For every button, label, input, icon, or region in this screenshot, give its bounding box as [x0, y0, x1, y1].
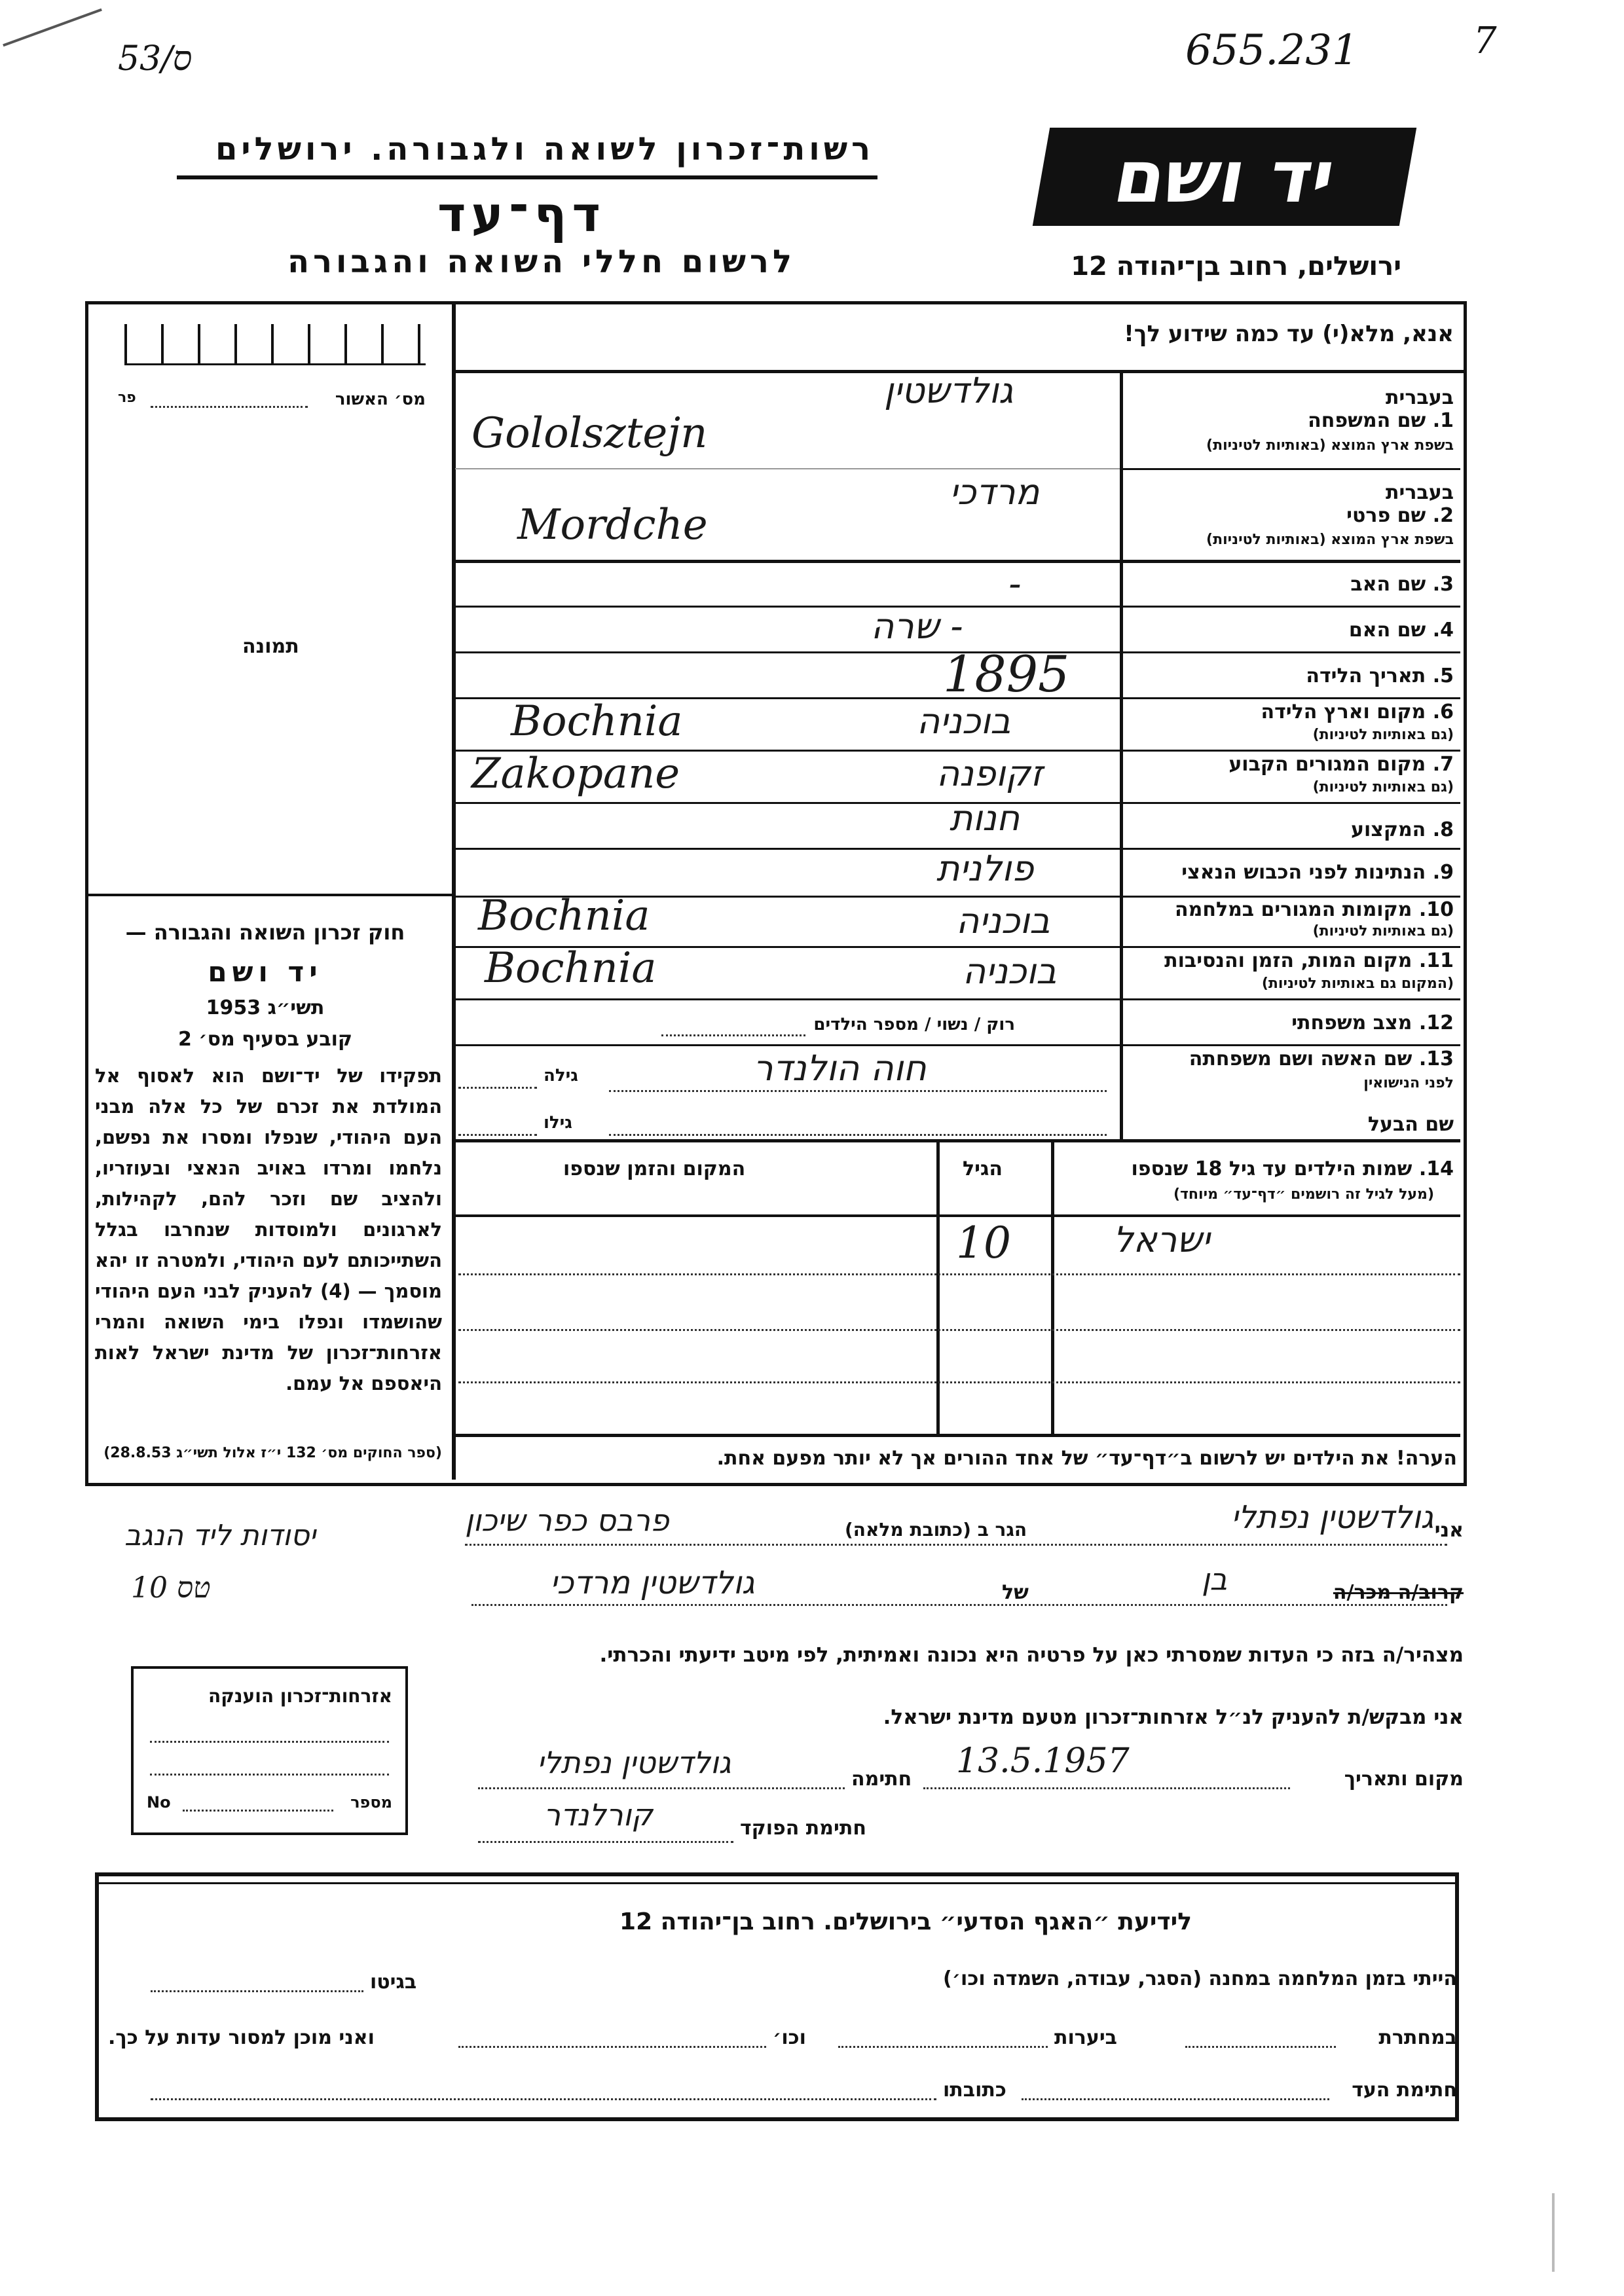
field-no: 3.: [1432, 573, 1454, 596]
first-name-heb: מרדכי: [950, 471, 1040, 513]
citizenship-number-label: מספר: [350, 1793, 392, 1812]
field-no: 13.: [1418, 1048, 1454, 1070]
signature: גולדשטין נפתלי: [537, 1745, 731, 1780]
note: הערה! את הילדים יש לרשום ב״דף־עד״ של אחד ההורים אך לא יותר מפעם אחת.: [716, 1447, 1457, 1470]
field-sub: (גם באותיות לטיניות): [1312, 727, 1454, 743]
address-line: [465, 1544, 1447, 1546]
footer-sign: חתימת העד: [1352, 2079, 1457, 2102]
footer-rule-top2: [95, 1882, 1457, 1884]
occupation-value: חנות: [950, 797, 1020, 839]
children-sub: (מעל לגיל זה רושמים ״דף־עד״ מיוחד): [1173, 1186, 1434, 1203]
tag-hebrew: בעברית: [1386, 386, 1454, 409]
footer-rule-top: [95, 1872, 1457, 1876]
husband-age-line: [458, 1134, 537, 1136]
field-label: מצב משפחתי: [1291, 1011, 1412, 1034]
org-name: רשות־זכרון לשואה ולגבורה. ירושלים: [215, 131, 874, 168]
field-label: שם האב: [1350, 573, 1426, 596]
age-col-left: [936, 1142, 940, 1434]
scan-mark: [1552, 2193, 1555, 2272]
field-sub: בשפת ארץ המוצא (באותיות לטיניות): [1206, 532, 1454, 548]
date-line: [923, 1787, 1290, 1789]
birthplace-heb: בוכניה: [917, 701, 1011, 742]
field-nationality-label: [1181, 861, 1454, 884]
address-footer-line: [151, 2098, 936, 2100]
field-no: 12.: [1418, 1011, 1454, 1034]
law-clause: קובע בסעיף מס׳ 2: [177, 1028, 353, 1051]
children-row-line: [458, 1381, 1460, 1383]
field-no: 10.: [1418, 898, 1454, 921]
page-number: 7: [1473, 20, 1497, 62]
field-sub: בשפת ארץ המוצא (באותיות לטיניות): [1206, 437, 1454, 454]
field-no: 8.: [1432, 818, 1454, 841]
field-no: 2.: [1432, 504, 1454, 527]
ghetto-line: [151, 1990, 363, 1992]
citizenship-title: אזרחות־זכרון הוענקה: [208, 1685, 392, 1707]
children-row-line: [458, 1273, 1460, 1275]
citizenship-no-label: No: [147, 1793, 171, 1812]
field-husband-label: [1368, 1113, 1454, 1136]
note-rule: [455, 1434, 1460, 1437]
field-father-label: [1350, 573, 1454, 596]
field-label: הנתינות לפני הכבוש הנאצי: [1181, 861, 1426, 884]
row-rule: [1123, 468, 1460, 470]
field-label: תאריך הלידה: [1306, 665, 1426, 687]
footer-ghetto: בגיטו: [370, 1971, 417, 1994]
law-year: תשי״ג 1953: [206, 996, 325, 1019]
first-name-lat: Mordche: [517, 501, 708, 549]
children-row-line: [458, 1329, 1460, 1331]
scan-mark: [3, 9, 102, 46]
death-lat: Bochnia: [485, 944, 657, 993]
field-marital-label: [1291, 1011, 1454, 1034]
row-rule: [455, 998, 1460, 1000]
field-wartime-label: [1175, 898, 1454, 921]
wartime-heb: בוכניה: [956, 900, 1050, 941]
law-title: חוק זכרון השואה והגבורה —: [125, 920, 405, 945]
field-family-name-label: [1308, 409, 1454, 432]
row-rule: [455, 1044, 1460, 1046]
photo-divider: [85, 894, 455, 896]
field-no: 11.: [1418, 949, 1454, 972]
ref-left: 53/ס: [118, 39, 193, 79]
nationality-value: פולנית: [936, 848, 1034, 889]
residence-lat: Zakopane: [471, 750, 680, 798]
footer-underground: במחתרת: [1378, 2026, 1457, 2049]
photo-label: תמונה: [242, 635, 299, 658]
field-no: 9.: [1432, 861, 1454, 884]
form-subtitle: לרשום חללי השואה והגבורה: [287, 244, 796, 280]
field-label: מקומות המגורים במלחמה: [1175, 898, 1412, 921]
age-header: הגיל: [963, 1157, 1003, 1180]
footer-forests: ביערות: [1054, 2026, 1117, 2049]
address-margin2: 10 טס: [131, 1571, 211, 1605]
statement-2: אני מבקש/ת להעניק לנ״ל אזרחות־זכרון מטעם מדינת ישראל.: [883, 1705, 1464, 1729]
wife-age-line: [458, 1087, 537, 1089]
children-head-rule: [455, 1214, 1460, 1217]
field-label: המקצוע: [1350, 818, 1426, 841]
law-name: יד ושם: [208, 956, 323, 988]
footer-willing: ואני מוכן למסור עדות על כך.: [108, 2026, 375, 2049]
ref-right: 655.231: [1185, 26, 1359, 75]
field-no: 1.: [1432, 409, 1454, 432]
address-margin: יסודות ליד הנגב: [124, 1519, 316, 1552]
field-label: מקום המגורים הקבוע: [1228, 753, 1426, 776]
footer-title: לידיעת ״האגף הסדעי״ בירושלים. רחוב בן־יהודה 12: [619, 1908, 1192, 1935]
relation-value: בן: [1202, 1561, 1228, 1597]
birthdate-value: 1895: [943, 645, 1070, 703]
approval-label: מס׳ האשור: [335, 390, 426, 409]
approval-box: [124, 324, 426, 365]
footer-line1: הייתי בזמן המלחמה במחנה (הסגר, עבודה, השמדה וכו׳): [943, 1967, 1457, 1990]
children-count-line: [661, 1034, 805, 1036]
family-name-lat: Gololsztejn: [471, 409, 708, 458]
field-label: שם פרטי: [1346, 504, 1426, 527]
field-no: 6.: [1432, 701, 1454, 723]
citizenship-line: [150, 1741, 389, 1743]
label-divider: [1120, 370, 1123, 1139]
child-name: ישראל: [1113, 1219, 1210, 1260]
address-header: ירושלים, רחוב בן־יהודה 12: [1071, 251, 1401, 282]
left-panel-divider: [452, 301, 456, 1480]
yad-vashem-logo: יד ושם: [1033, 128, 1416, 226]
approval-line: [151, 406, 308, 408]
field-wife-label: [1189, 1048, 1454, 1070]
field-no: 7.: [1432, 753, 1454, 776]
footer-rule-bottom: [95, 2117, 1457, 2121]
field-sub: לפני הנישואין: [1363, 1075, 1454, 1091]
husband-line: [609, 1134, 1107, 1136]
husband-age-label: גילו: [544, 1113, 572, 1133]
children-label: 14. שמות הילדים עד גיל 18 שנספו: [1131, 1157, 1454, 1180]
ani-label: אני: [1434, 1519, 1464, 1542]
field-occupation-label: [1351, 818, 1454, 841]
citizenship-box: [131, 1666, 408, 1835]
declarant-address: פרבס כפר שיכון: [465, 1503, 669, 1538]
birthplace-lat: Bochnia: [511, 697, 683, 746]
wife-line: [609, 1090, 1107, 1092]
officer-signature: קורלנדר: [544, 1797, 653, 1832]
etc-line: [458, 2046, 766, 2048]
age-col-right: [1051, 1142, 1054, 1434]
row-rule: [455, 560, 1460, 563]
header-rule: [177, 175, 877, 179]
field-label: שם המשפחה: [1308, 409, 1426, 432]
field-birthplace-label: [1261, 701, 1454, 723]
father-value: -: [1008, 563, 1022, 604]
wife-age-label: גילה: [544, 1066, 578, 1085]
place-header: המקום והזמן שנספו: [563, 1157, 746, 1180]
wartime-lat: Bochnia: [478, 892, 650, 940]
officer-label: חתימת הפוקד: [740, 1817, 866, 1840]
field-no: 5.: [1432, 665, 1454, 687]
child-age: 10: [956, 1218, 1011, 1268]
field-death-label: [1164, 949, 1454, 972]
field-label: שם הבעל: [1367, 1113, 1454, 1136]
field-sub: (גם באותיות לטיניות): [1312, 923, 1454, 939]
field-label: שם האשה ושם משפחתה: [1189, 1048, 1412, 1070]
declarant-name: גולדשטין נפתלי: [1231, 1499, 1434, 1536]
tag-hebrew: בעברית: [1386, 481, 1454, 504]
resides-label: הגר ב (כתובת מלאה): [845, 1519, 1027, 1540]
place-date-label: מקום ותאריך: [1344, 1768, 1464, 1791]
officer-line: [478, 1841, 733, 1843]
citizenship-line: [150, 1774, 389, 1776]
field-residence-label: [1228, 753, 1454, 776]
of-name: גולדשטין מרדכי: [550, 1565, 755, 1601]
law-body: תפקידו של יד־ושם הוא לאסוף אל המולדת את זכרם של כל אלה מבני העם היהודי, שנפלו ומסרו את נפשם, נלחמו ומרדו באויב הנאצי ובעוזריו, ולהציב שם וזכר להם, לקהילות, לארגונים ולמוסדות שנחרבו בגלל השתייכותם לעם היהודי, ולמטרה זו יהא מוסמך — (4) להעניק לבני העם היהודי שהושמדו ונפלו בימי השואה והמרי אזרחות־זכרון של מדינת ישראל לאות היאספם אל עמם.: [95, 1065, 442, 1394]
instruction: אנא, מלא(י) עד כמה שידוע לך!: [1124, 321, 1454, 347]
underground-line: [1185, 2046, 1336, 2048]
field-first-name-label: [1346, 504, 1454, 527]
footer-etc: וכו׳: [773, 2026, 806, 2049]
field-label: מקום המות, הזמן והנסיבות: [1164, 949, 1412, 972]
approval-suffix: פר: [118, 390, 136, 406]
field-label: מקום וארץ הלידה: [1261, 701, 1426, 723]
of-line: [471, 1604, 1447, 1606]
form-title: דף־עד: [437, 187, 606, 243]
of-label: של: [1002, 1581, 1029, 1604]
field-sub: (גם באותיות לטיניות): [1312, 779, 1454, 795]
footer-rule-left: [95, 1872, 99, 2121]
marital-value: רוק / נשוי / מספר הילדים: [813, 1015, 1015, 1034]
field-sub: (המקום גם באותיות לטיניות): [1261, 975, 1454, 992]
residence-heb: זקופנה: [936, 753, 1043, 794]
hw-rule: [455, 468, 1120, 469]
forests-line: [838, 2046, 1048, 2048]
statement-1: מצהיר/ה בזה כי העדות שמסרתי כאן על פרטיה היא נכונה ואמיתית, לפי מיטב ידיעתי והכרתי.: [599, 1643, 1464, 1667]
signature-label: חתימה: [851, 1768, 912, 1791]
footer-address: כתובתו: [943, 2079, 1006, 2102]
declaration-date: 13.5.1957: [956, 1741, 1130, 1781]
law-source: (ספר החוקים מס׳ 132 י״ז אלול תשי״ג 28.8.53): [103, 1445, 442, 1461]
mother-value: - שרה: [871, 606, 963, 647]
field-birthdate-label: [1306, 665, 1454, 687]
field-mother-label: [1349, 619, 1454, 642]
field-no: 4.: [1432, 619, 1454, 642]
sign-line: [1022, 2098, 1329, 2100]
death-heb: בוכניה: [963, 951, 1057, 992]
row-rule: [455, 1139, 1460, 1142]
relation-label: קרוב/ה מכר/ה: [1333, 1581, 1464, 1604]
signature-line: [478, 1787, 845, 1789]
field-label: שם האם: [1348, 619, 1426, 642]
wife-value: חוה הולנדר: [753, 1048, 927, 1089]
family-name-heb: גולדשטין: [884, 370, 1014, 411]
citizenship-no-line: [183, 1810, 333, 1812]
